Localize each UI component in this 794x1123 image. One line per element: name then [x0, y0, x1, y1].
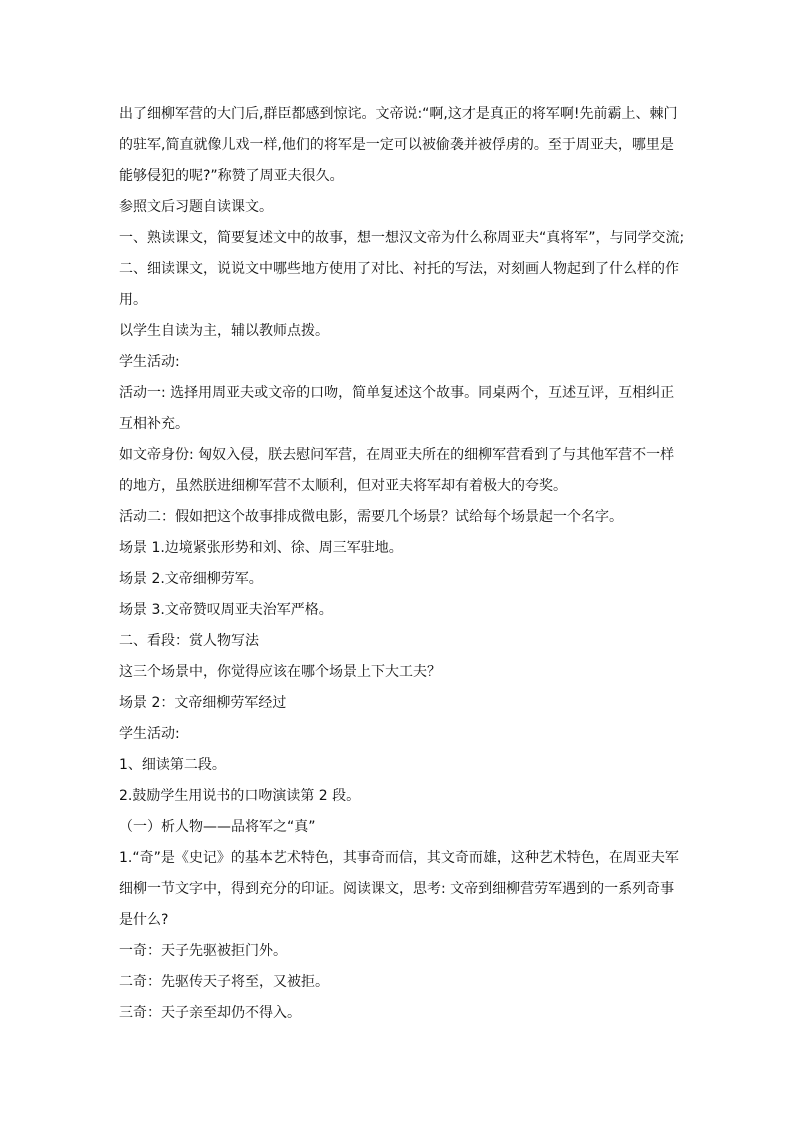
text-line: 学生活动: [119, 726, 180, 742]
text-line: 用。 [119, 292, 147, 308]
text-line: 二、看段：赏人物写法 [119, 633, 259, 649]
text-line: 场景 1.边境紧张形势和刘、徐、周三军驻地。 [119, 540, 403, 556]
text-line: 细柳一节文字中，得到充分的印证。阅读课文，思考: 文帝到细柳营劳军遇到的一系列奇事 [119, 881, 675, 897]
text-line: 一、熟读课文，简要复述文中的故事，想一想汉文帝为什么称周亚夫“真将军”，与同学交流; [119, 230, 685, 246]
text-line: 参照文后习题自读课文。 [119, 199, 273, 215]
text-line: 能够侵犯的呢?”称赞了周亚夫很久。 [119, 168, 344, 184]
text-line: 这三个场景中，你觉得应该在哪个场景上下大工夫？ [119, 664, 441, 680]
text-line: 是什么? [119, 912, 169, 928]
text-line: 的驻军,简直就像儿戏一样,他们的将军是一定可以被偷袭并被俘虏的。至于周亚夫，哪里是 [119, 137, 674, 153]
document-body [119, 99, 685, 1029]
text-line: 场景 3.文帝赞叹周亚夫治军严格。 [119, 602, 333, 618]
text-line: 场景 2：文帝细柳劳军经过 [119, 695, 287, 711]
text-line: 活动一: 选择用周亚夫或文帝的口吻，简单复述这个故事。同桌两个，互述互评，互相纠正 [119, 385, 675, 401]
text-line: 出了细柳军营的大门后,群臣都感到惊诧。文帝说:“啊,这才是真正的将军啊!先前霸上、棘门 [119, 106, 678, 122]
text-line: 二奇：先驱传天子将至，又被拒。 [119, 974, 329, 990]
text-line: 三奇：天子亲至却仍不得入。 [119, 1005, 301, 1021]
text-line: 如文帝身份: 匈奴入侵，朕去慰问军营，在周亚夫所在的细柳军营看到了与其他军营不一样 [119, 447, 675, 463]
text-line: （一）析人物——品将军之“真” [119, 819, 316, 835]
text-line: 活动二：假如把这个故事排成微电影，需要几个场景？试给每个场景起一个名字。 [119, 509, 623, 525]
text-line: 学生活动: [119, 354, 180, 370]
text-line: 场景 2.文帝细柳劳军。 [119, 571, 263, 587]
text-line: 一奇：天子先驱被拒门外。 [119, 943, 287, 959]
text-line: 二、细读课文，说说文中哪些地方使用了对比、衬托的写法，对刻画人物起到了什么样的作 [119, 261, 679, 277]
text-line: 互相补充。 [119, 416, 189, 432]
text-line: 以学生自读为主，辅以教师点拨。 [119, 323, 329, 339]
text-line: 2.鼓励学生用说书的口吻演读第 2 段。 [119, 788, 361, 804]
text-line: 1.“奇”是《史记》的基本艺术特色，其事奇而信，其文奇而雄，这种艺术特色，在周亚夫军 [119, 850, 679, 866]
text-line: 1、细读第二段。 [119, 757, 226, 773]
text-line: 的地方，虽然朕进细柳军营不太顺利，但对亚夫将军却有着极大的夸奖。 [119, 478, 567, 494]
